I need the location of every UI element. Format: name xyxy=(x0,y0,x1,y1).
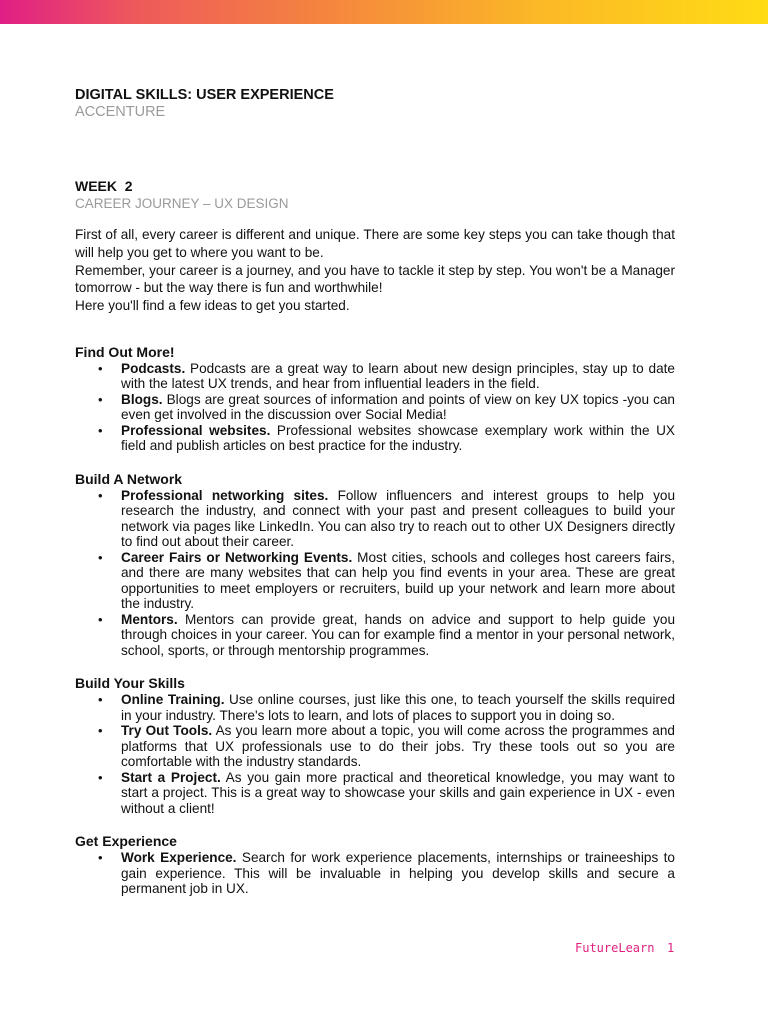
list-item xyxy=(75,850,675,897)
list-item xyxy=(75,392,675,423)
item-text: Professional websites showcase exemplary work within the UX field and publish articles on best practice for the industry. xyxy=(121,422,675,454)
list-item xyxy=(75,550,675,612)
intro-paragraph: Remember, your career is a journey, and you have to tackle it step by step. You won't be a Manager tomorrow - but the way there is fun and worthwhile! xyxy=(75,262,675,296)
item-text: As you gain more practical and theoretical knowledge, you may want to start a project. This is a great way to showcase your skills and gain experience in UX - even without a client! xyxy=(121,769,675,816)
list-item xyxy=(75,723,675,770)
item-label: Professional networking sites. xyxy=(121,487,329,503)
item-label: Professional websites. xyxy=(121,422,271,438)
bullet-icon: • xyxy=(98,850,103,866)
bullet-icon: • xyxy=(98,422,103,438)
section-get-experience xyxy=(75,833,675,897)
section-heading: Get Experience xyxy=(75,833,177,850)
bullet-icon: • xyxy=(98,360,103,376)
bullet-list xyxy=(75,692,675,816)
item-text: Mentors can provide great, hands on advice and support to help guide you through choices in your career. You can for example find a mentor in your personal network, school, sports, or through mentorship programmes. xyxy=(121,611,675,658)
bullet-list xyxy=(75,488,675,659)
item-label: Work Experience. xyxy=(121,850,237,866)
item-text: Follow influencers and interest groups to help you research the industry, and connect with your past and present colleagues to build your network via pages like LinkedIn. You can also try to reach out to other UX Designers directly to find out about their career. xyxy=(121,487,676,550)
section-heading: Build A Network xyxy=(75,470,183,487)
list-item xyxy=(75,770,675,817)
item-text: Podcasts are a great way to learn about new design principles, stay up to date with the latest UX trends, and hear from influential leaders in the field. xyxy=(121,360,675,392)
bullet-icon: • xyxy=(98,487,103,503)
section-heading: Build Your Skills xyxy=(75,675,185,692)
item-label: Career Fairs or Networking Events. xyxy=(121,549,353,565)
item-text: Use online courses, just like this one, to teach yourself the skills required in your industry. There's lots to learn, and lots of places to support you in doing so. xyxy=(121,692,675,723)
item-label: Start a Project. xyxy=(121,769,221,785)
item-label: Mentors. xyxy=(121,611,178,627)
list-item xyxy=(75,423,675,454)
bullet-icon: • xyxy=(98,391,103,407)
footer-brand: FutureLearn xyxy=(575,941,655,955)
section-build-a-network xyxy=(75,471,675,659)
item-text: As you learn more about a topic, you will come across the programmes and platforms that UX professionals use to do their jobs. Try these tools out so you are comfortable with the industry standards. xyxy=(121,723,675,770)
document-title: DIGITAL SKILLS: USER EXPERIENCE xyxy=(75,87,334,103)
intro-paragraph: Here you'll find a few ideas to get you started. xyxy=(75,298,350,314)
bullet-list xyxy=(75,361,675,454)
week-title: WEEK 2 xyxy=(75,178,133,194)
bullet-icon: • xyxy=(98,549,103,565)
item-label: Try Out Tools. xyxy=(121,723,213,739)
bullet-icon: • xyxy=(98,723,103,739)
item-label: Online Training. xyxy=(121,692,225,708)
list-item xyxy=(75,361,675,392)
intro-paragraphs xyxy=(75,226,675,315)
item-label: Podcasts. xyxy=(121,360,186,376)
bullet-list xyxy=(75,850,675,897)
item-text: Most cities, schools and colleges host careers fairs, and there are many websites that can help you find events in your area. These are great opportunities to meet employers or recruiters, build up your network and learn more about the industry. xyxy=(121,549,676,612)
section-find-out-more xyxy=(75,344,675,454)
week-subtitle: CAREER JOURNEY – UX DESIGN xyxy=(75,196,289,211)
item-text: Blogs are great sources of information and points of view on key UX topics -you can even get involved in the discussion over Social Media! xyxy=(121,391,675,423)
item-label: Blogs. xyxy=(121,391,163,407)
section-build-your-skills xyxy=(75,675,675,816)
list-item xyxy=(75,488,675,550)
document-body xyxy=(75,86,675,897)
brand-gradient-band xyxy=(0,0,768,24)
intro-paragraph: First of all, every career is different and unique. There are some key steps you can take though that will help you get to where you want to be. xyxy=(75,227,675,260)
bullet-icon: • xyxy=(98,769,103,785)
item-text: Search for work experience placements, internships or traineeships to gain experience. This will be invaluable in helping you develop skills and secure a permanent job in UX. xyxy=(121,850,675,897)
list-item xyxy=(75,692,675,723)
bullet-icon: • xyxy=(98,611,103,627)
section-heading: Find Out More! xyxy=(75,343,175,360)
list-item xyxy=(75,612,675,659)
bullet-icon: • xyxy=(98,692,103,708)
page-number: 1 xyxy=(667,941,675,955)
document-subtitle: ACCENTURE xyxy=(75,104,166,120)
